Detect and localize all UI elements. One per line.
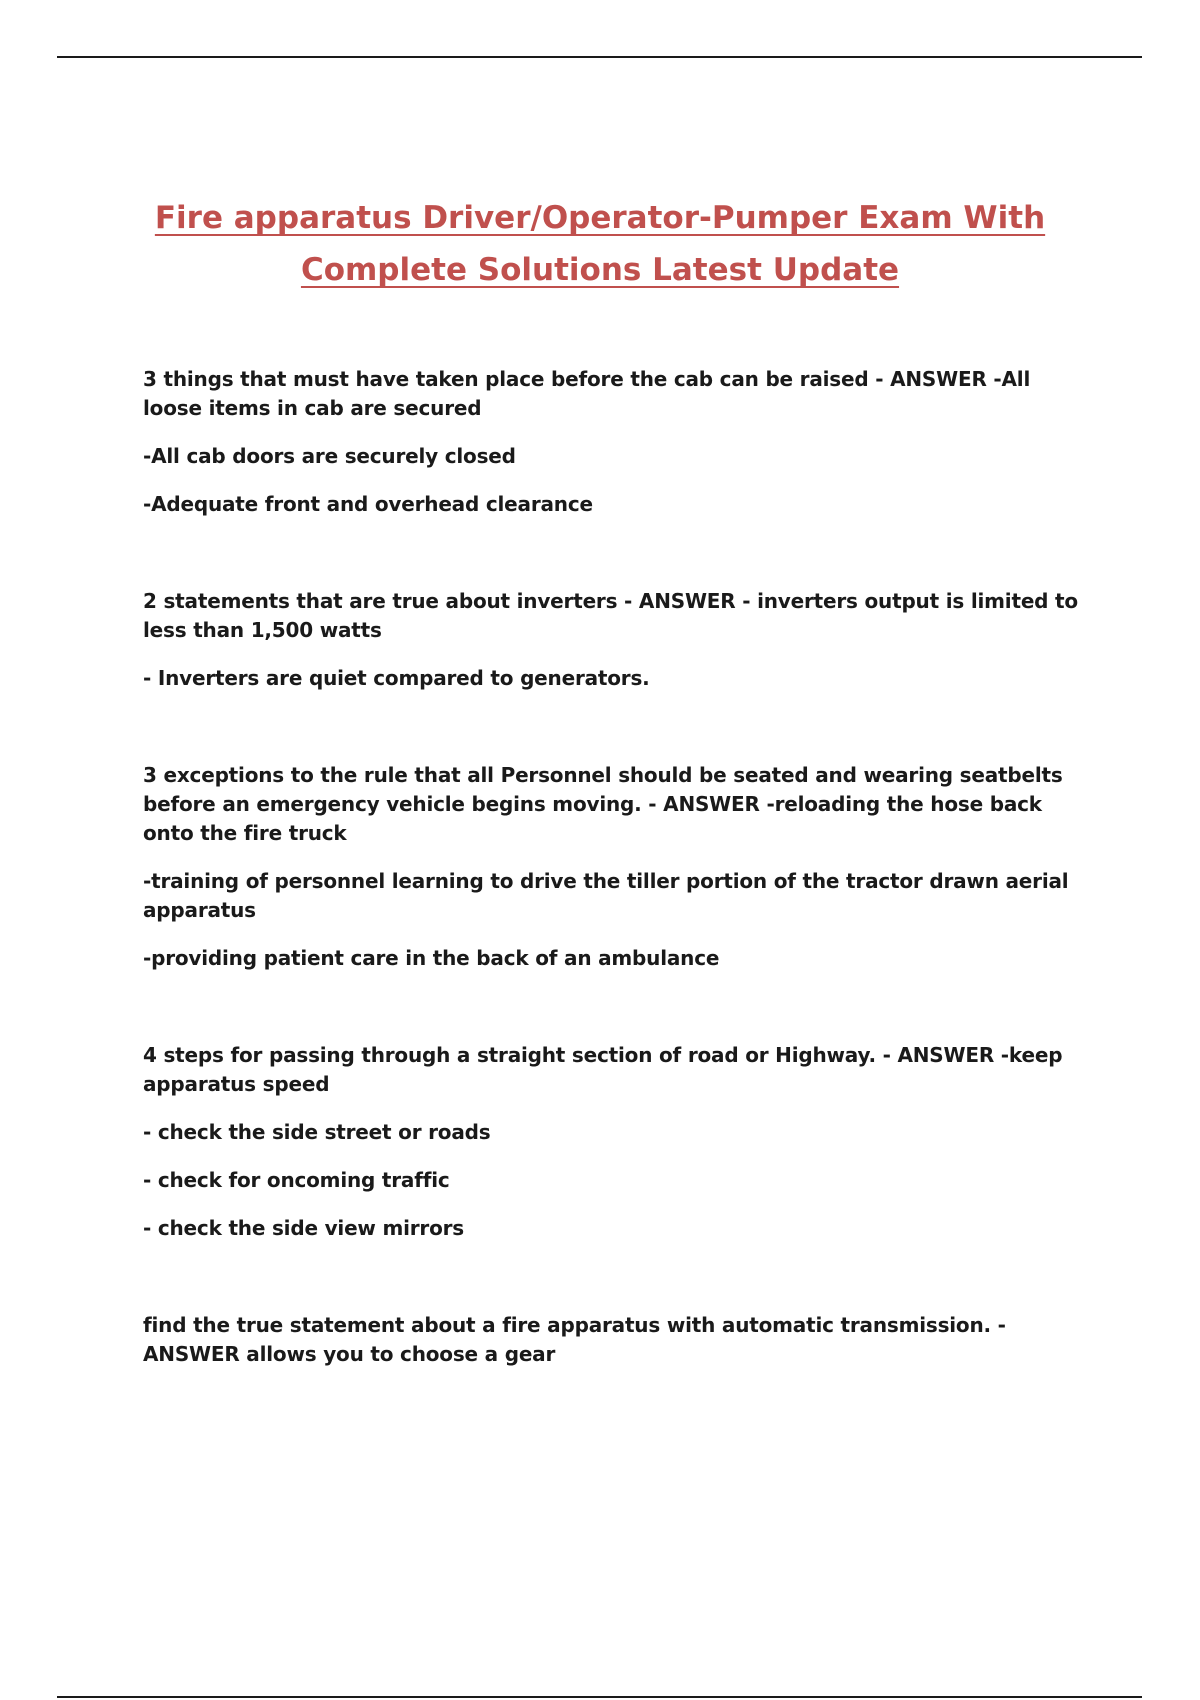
answer-item: -training of personnel learning to drive the tiller portion of the tractor drawn aerial apparatus	[143, 869, 1069, 922]
qa-entry-inverters	[143, 587, 1083, 693]
answer-item: - check for oncoming traffic	[143, 1168, 450, 1192]
qa-entry-automatic-transmission	[143, 1311, 1083, 1369]
qa-list	[143, 365, 1083, 1437]
answer-item: -Adequate front and overhead clearance	[143, 492, 593, 516]
title-line-1: Fire apparatus Driver/Operator-Pumper Exam With	[154, 200, 1046, 236]
qa-entry-passing-steps	[143, 1041, 1083, 1243]
question-answer-text: 4 steps for passing through a straight section of road or Highway. - ANSWER -keep apparatus speed	[143, 1043, 1063, 1096]
document-title	[100, 192, 1100, 296]
answer-item: - Inverters are quiet compared to generators.	[143, 666, 650, 690]
answer-item: -All cab doors are securely closed	[143, 444, 516, 468]
question-answer-text: 3 things that must have taken place before the cab can be raised - ANSWER -All loose items in cab are secured	[143, 367, 1031, 420]
qa-entry-seatbelt-exceptions	[143, 761, 1083, 973]
footer-rule	[57, 1696, 1142, 1698]
header-rule	[57, 56, 1142, 58]
answer-item: - check the side view mirrors	[143, 1216, 464, 1240]
question-answer-text: 3 exceptions to the rule that all Personnel should be seated and wearing seatbelts before an emergency vehicle begins moving. - ANSWER -reloading the hose back onto the fire truck	[143, 763, 1063, 845]
question-answer-text: find the true statement about a fire apparatus with automatic transmission. - ANSWER allows you to choose a gear	[143, 1313, 1006, 1366]
qa-entry-cab-raise	[143, 365, 1083, 519]
answer-item: - check the side street or roads	[143, 1120, 491, 1144]
title-line-2: Complete Solutions Latest Update	[300, 252, 900, 288]
answer-item: -providing patient care in the back of an ambulance	[143, 946, 720, 970]
question-answer-text: 2 statements that are true about inverters - ANSWER - inverters output is limited to less than 1,500 watts	[143, 589, 1078, 642]
